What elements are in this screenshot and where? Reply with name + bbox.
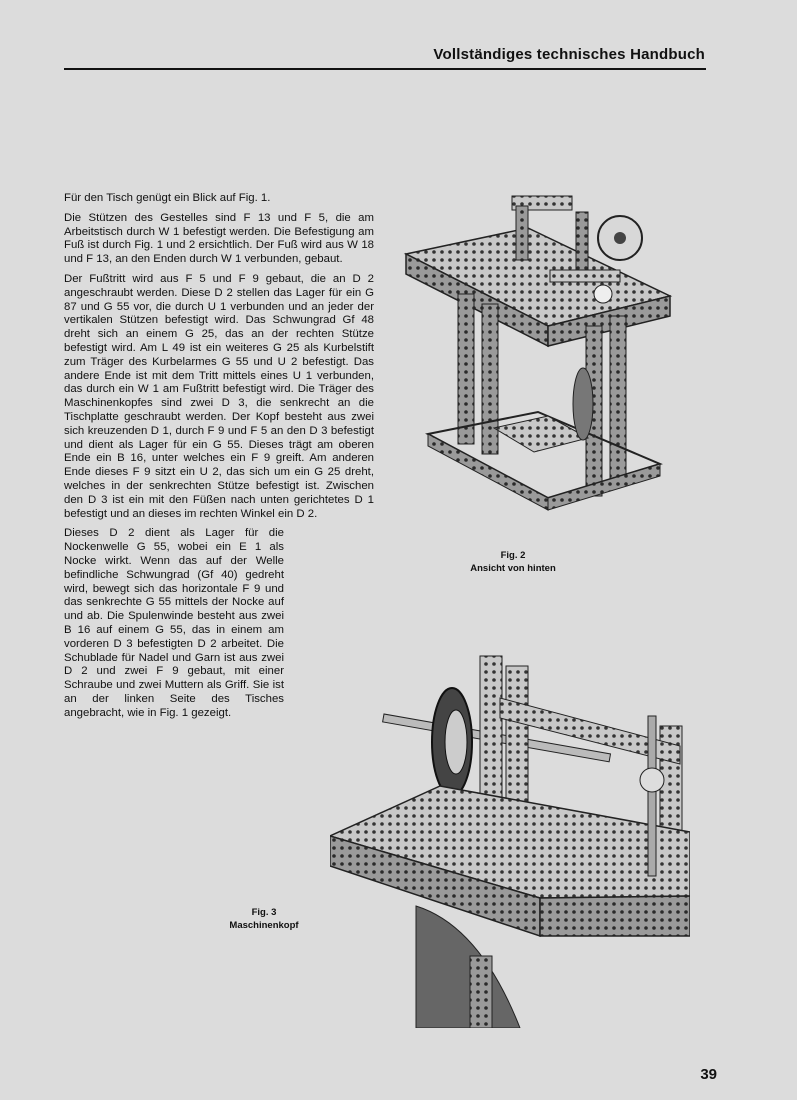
figure-2-label: Fig. 2 xyxy=(500,550,526,561)
figure-3-caption xyxy=(214,906,314,932)
body-text xyxy=(64,192,374,726)
figure-3-photo xyxy=(330,636,690,1028)
sewing-machine-model-illustration xyxy=(398,176,678,532)
paragraph: Die Stützen des Gestelles sind F 13 und F 5, die am Arbeitstisch durch W 1 befestigt werden. Die Befestigung am Fuß ist durch Fig. 1 und 2 ersichtlich. Der Fuß wird aus W 18 und F 13, an den Enden durch W 1 verbunden, gebaut. xyxy=(64,211,374,266)
figure-2-caption xyxy=(438,549,588,575)
paragraph: Für den Tisch genügt ein Blick auf Fig. 1. xyxy=(64,192,271,204)
paragraph: Der Fußtritt wird aus F 5 und F 9 gebaut, die an D 2 angeschraubt werden. Diese D 2 stellen das Lager für ein G 87 und G 55 vor, die durch U 1 verbunden und an jeder der vertikalen Stützen befestigt wird. Das Schwungrad Gf 48 dreht sich an einem G 25, das an der rechten Stütze befestigt wird. Am L 49 ist ein weiteres G 25 als Kurbelstift zum Träger des Kurbelarmes G 55 und U 2 befestigt. Das andere Ende ist mit dem Tritt mittels eines U 1 verbunden, das durch ein W 1 am Fußtritt befestigt wird. Die Träger des Maschinenkopfes sind zwei D 3, die senkrecht an die Tischplatte geschraubt werden. Der Kopf besteht aus zwei sich kreuzenden D 1, durch F 9 und F 5 an den D 3 befestigt und dient als Lager für ein G 55. Dieses trägt am oberen Ende ein B 16, unter welches ein F 9 greift. Am anderen Ende dieses F 9 sitzt ein U 2, das sich um ein G 25 dreht, welches in der senkrechten Stütze befestigt ist. Zwischen den D 3 ist ein mit den Füßen nach unten gerichtetes D 1 befestigt und an dieses im rechten Winkel ein D 2. xyxy=(64,272,374,520)
header-rule xyxy=(64,68,706,70)
running-head: Vollständiges technisches Handbuch xyxy=(433,46,705,63)
figure-2-photo xyxy=(398,176,678,532)
page-number: 39 xyxy=(700,1066,717,1083)
paragraph: Dieses D 2 dient als Lager für die Nockenwelle G 55, wobei ein E 1 als Nocke wirkt. Wenn das auf der Welle befindliche Schwungrad (Gf 40) gedreht wird, bewegt sich das horizontale F 9 und das senkrechte G 55 mittels der Nocke auf und ab. Die Spulenwinde besteht aus zwei B 16 auf einem G 55, das in einem am vorderen D 3 befestigten D 2 arbeitet. Die Schublade für Nadel und Garn ist aus zwei D 2 und zwei F 9 gebaut, mit einer Schraube und zwei Muttern als Griff. Sie ist an der linken Seite des Tisches angebracht, wie in Fig. 1 gezeigt. xyxy=(64,527,284,719)
figure-3-title: Maschinenkopf xyxy=(229,920,299,931)
figure-2-title: Ansicht von hinten xyxy=(470,563,556,574)
figure-3-label: Fig. 3 xyxy=(251,907,277,918)
machine-head-illustration xyxy=(330,636,690,1028)
